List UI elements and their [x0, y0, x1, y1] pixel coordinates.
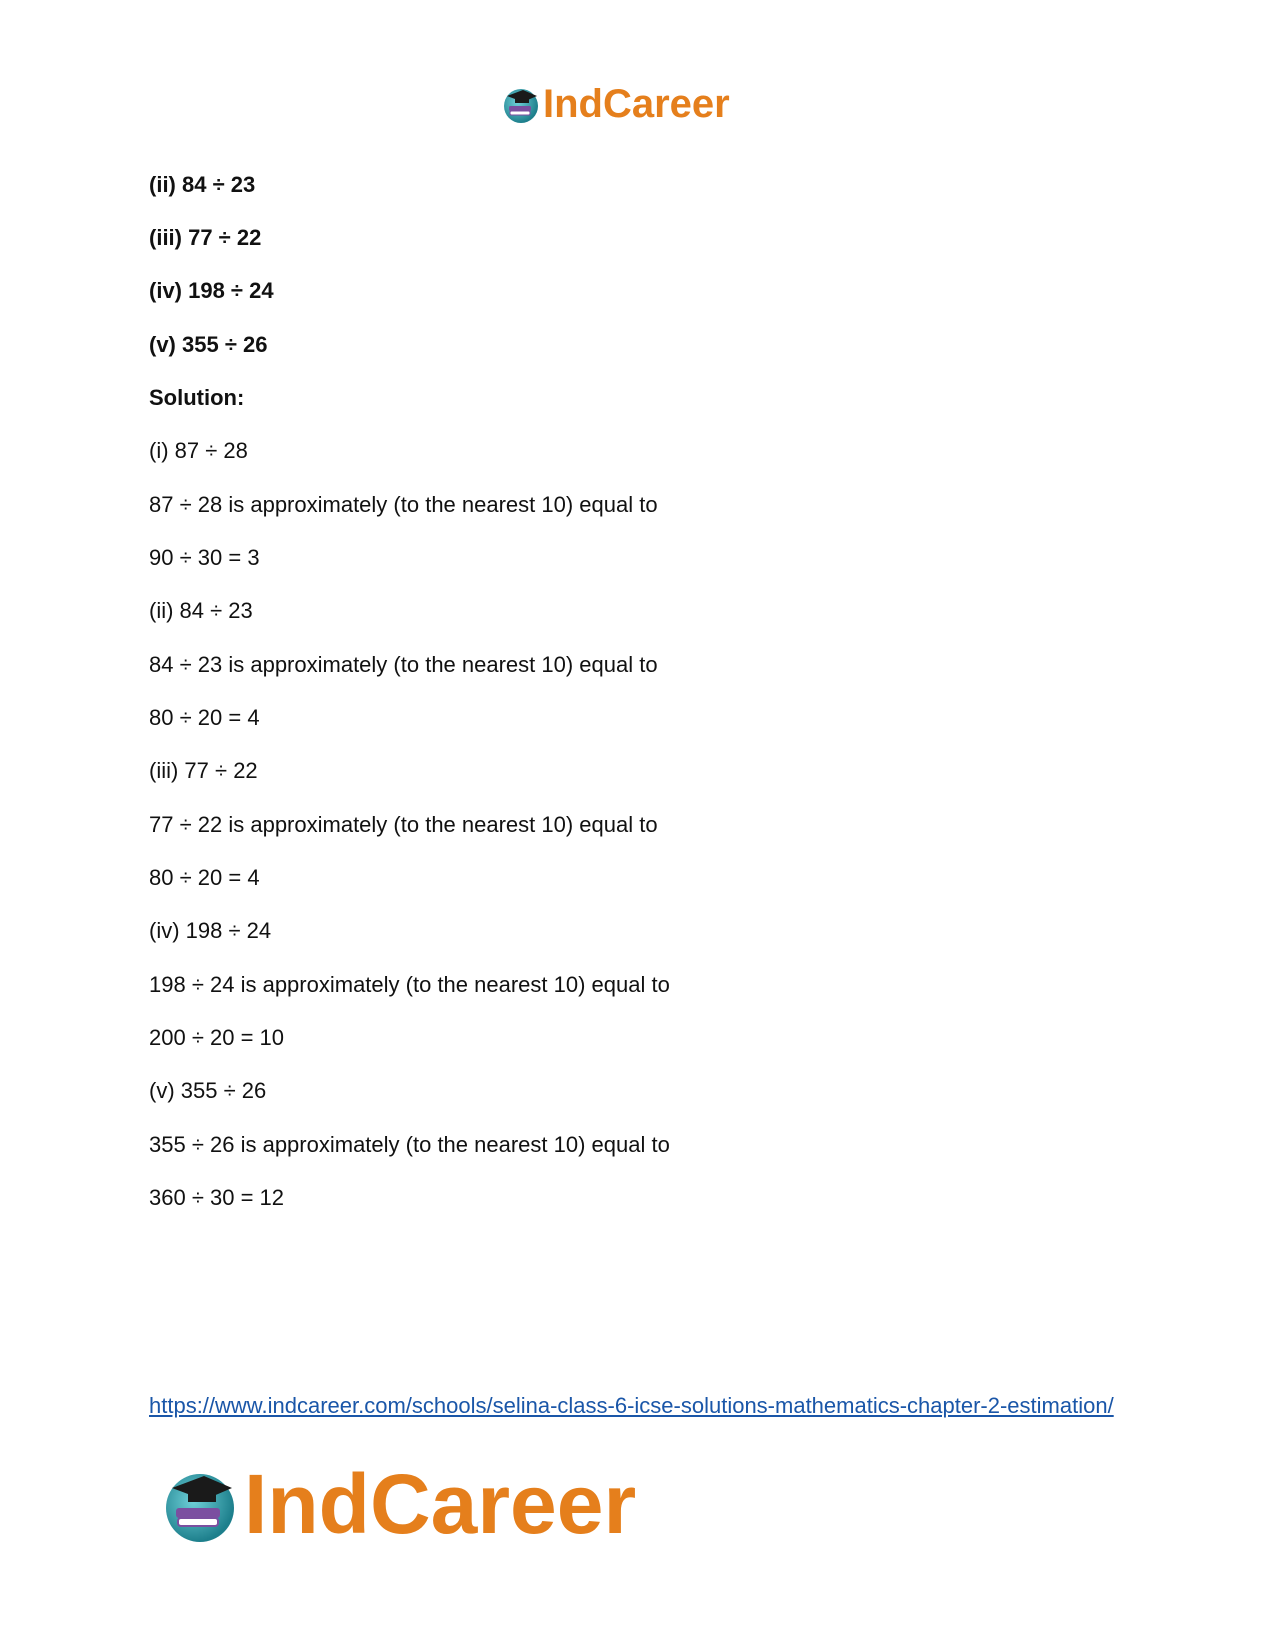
source-link[interactable]: https://www.indcareer.com/schools/selina-class-6-icse-solutions-mathematics-chapter-2-estimation/	[149, 1393, 1114, 1418]
solution-line: 360 ÷ 30 = 12	[149, 1185, 285, 1210]
solution-line: 84 ÷ 23 is approximately (to the nearest 10) equal to	[149, 652, 658, 677]
graduation-cap-globe-icon	[501, 84, 541, 124]
question-item: (ii) 84 ÷ 23	[149, 172, 256, 197]
logo-text: IndCareer	[244, 1457, 637, 1551]
solution-line: 80 ÷ 20 = 4	[149, 865, 260, 890]
solution-line: 355 ÷ 26 is approximately (to the nearest 10) equal to	[149, 1132, 670, 1157]
question-item: (iii) 77 ÷ 22	[149, 225, 262, 250]
header-logo	[501, 80, 730, 128]
solution-line: 80 ÷ 20 = 4	[149, 705, 260, 730]
footer-logo	[160, 1457, 637, 1551]
solution-line: 87 ÷ 28 is approximately (to the nearest 10) equal to	[149, 492, 658, 517]
graduation-cap-globe-icon	[160, 1464, 240, 1544]
solution-line: (iv) 198 ÷ 24	[149, 918, 272, 943]
solution-line: (iii) 77 ÷ 22	[149, 758, 258, 783]
question-item: (iv) 198 ÷ 24	[149, 278, 274, 303]
solution-heading: Solution:	[149, 385, 245, 410]
solution-line: 77 ÷ 22 is approximately (to the nearest 10) equal to	[149, 812, 658, 837]
solution-line: 198 ÷ 24 is approximately (to the nearest 10) equal to	[149, 972, 670, 997]
logo-text: IndCareer	[543, 82, 730, 126]
solution-line: (v) 355 ÷ 26	[149, 1078, 267, 1103]
solution-line: 200 ÷ 20 = 10	[149, 1025, 285, 1050]
solution-line: (i) 87 ÷ 28	[149, 438, 248, 463]
solution-line: 90 ÷ 30 = 3	[149, 545, 260, 570]
solution-line: (ii) 84 ÷ 23	[149, 598, 253, 623]
question-item: (v) 355 ÷ 26	[149, 332, 268, 357]
